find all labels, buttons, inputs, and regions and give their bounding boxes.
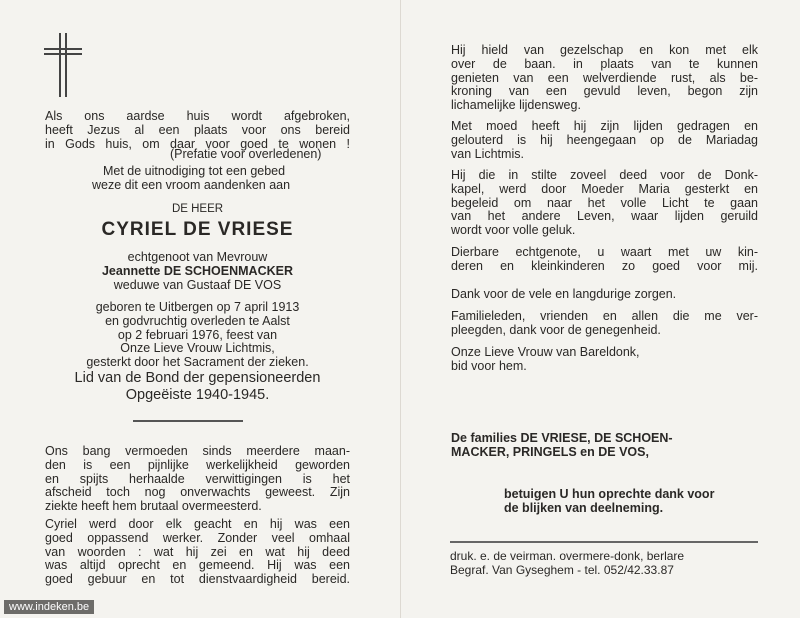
right-paragraph-5: Dank voor de vele en langdurige zorgen. [451, 287, 677, 301]
printer-rule [450, 541, 758, 543]
paragraph-1-last: ziekte heeft hem brutaal overmeesterd. [45, 499, 262, 513]
spouse-intro: echtgenoot van Mevrouw [127, 250, 268, 264]
right-paragraph-6: Familieleden, vrienden en allen die me ver- [451, 309, 758, 323]
right-paragraph-2-last: van Lichtmis. [451, 147, 524, 161]
membership: Lid van de Bond der gepensioneerden Opgeëiste 1940-1945. [74, 370, 321, 403]
invite-line-2: weze dit een vroom aandenken aan [92, 178, 291, 192]
right-paragraph-3: Hij die in stilte zoveel deed voor de Donk- kapel, werd door Moeder Maria gesterkt en begeleid om naar het volle Licht te gaan van het andere Leven, waar lijden geruild [451, 168, 758, 224]
title-label: DE HEER [171, 203, 224, 215]
deceased-name: CYRIEL DE VRIESE [101, 219, 294, 240]
life-dates: geboren te Uitbergen op 7 april 1913 en godvruchtig overleden te Aalst op 2 februari 1976, feest van Onze Lieve Vrouw Lichtmis, gesterkt door het Sacrament der zieken. [86, 300, 309, 370]
families: De families DE VRIESE, DE SCHOEN- MACKER, PRINGELS en DE VOS, [451, 431, 673, 459]
right-paragraph-4: Dierbare echtgenote, u waart met uw kin- deren en kleinkinderen zo goed voor mij. [451, 245, 758, 273]
thanks: betuigen U hun oprechte dank voor de blijken van deelneming. [504, 487, 715, 515]
watermark: www.indeken.be [4, 600, 94, 614]
right-paragraph-2: Met moed heeft hij zijn lijden gedragen en gelouterd is hij heengegaan op de Mariadag [451, 119, 758, 147]
right-panel [400, 0, 800, 618]
intro-source: (Prefatie voor overledenen) [170, 147, 322, 161]
divider [133, 420, 243, 422]
paragraph-1: Ons bang vermoeden sinds meerdere maan- den is een pijnlijke werkelijkheid geworden en spijts herhaalde verwittigingen is het afscheid toch nog onverwachts geweest. Zijn [45, 444, 350, 500]
intro-text: Als ons aardse huis wordt afgebroken, heeft Jezus al een plaats voor ons bereid in Gods huis, om daar voor goed te wonen ! [45, 109, 350, 151]
right-paragraph-7: Onze Lieve Vrouw van Bareldonk, bid voor hem. [451, 345, 640, 373]
right-paragraph-1: Hij hield van gezelschap en kon met elk over de baan. in plaats van te kunnen genieten van een welverdiende rust, als be- kroning van een gevuld leven, begon zijn [451, 43, 758, 99]
right-paragraph-6-last: pleegden, dank voor de genegenheid. [451, 323, 661, 337]
printer-info: druk. e. de veirman. overmere-donk, berlare Begraf. Van Gyseghem - tel. 052/42.33.87 [450, 549, 685, 577]
invite-line-1: Met de uitnodiging tot een gebed [103, 164, 286, 178]
right-paragraph-1-last: lichamelijke lijdensweg. [451, 98, 581, 112]
widow-text: weduwe van Gustaaf DE VOS [113, 278, 282, 292]
cross-icon [44, 33, 82, 97]
right-paragraph-3-last: wordt voor volle geluk. [451, 223, 576, 237]
paragraph-2: Cyriel werd door elk geacht en hij was een goed oppassend werker. Zonder veel omhaal van woorden : wat hij zei en wat hij deed was altijd oprecht en gemeend. Hij was een goed gebuur en tot dienstvaardigheid bereid. [45, 517, 350, 587]
spouse-name: Jeannette DE SCHOENMACKER [101, 264, 293, 278]
